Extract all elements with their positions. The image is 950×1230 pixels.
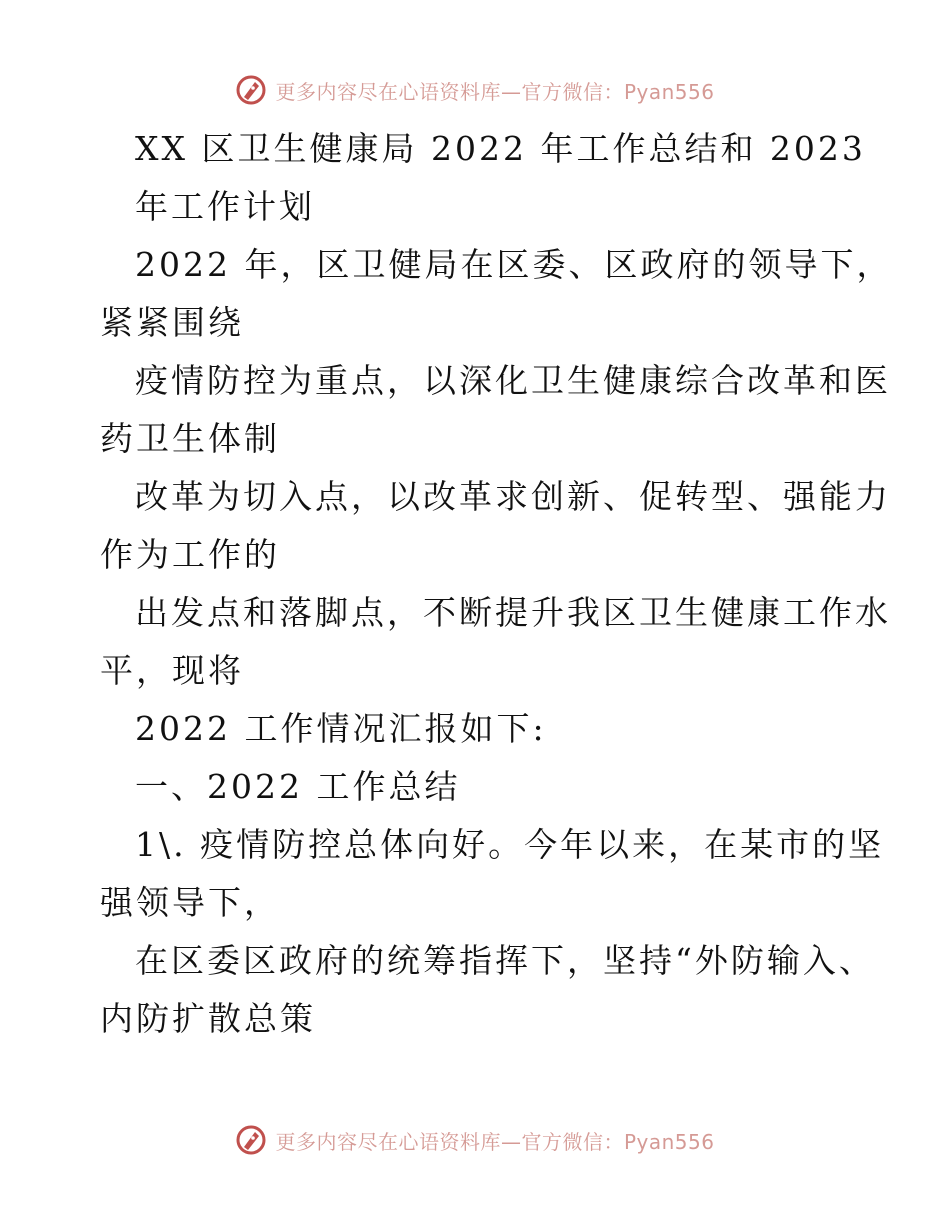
paragraph-line: 紧紧围绕 <box>100 303 244 342</box>
pen-nib-logo-icon <box>235 74 267 106</box>
watermark-text: 更多内容尽在心语资料库—官方微信：Pyan556 <box>275 1129 715 1154</box>
paragraph-line: 疫情防控为重点，以深化卫生健康综合改革和医 <box>135 361 891 400</box>
section-heading: 一、2022 工作总结 <box>135 767 461 806</box>
pen-nib-logo-icon <box>235 1124 267 1156</box>
document-title-line-2: 年工作计划 <box>135 187 315 226</box>
paragraph-line: 出发点和落脚点，不断提升我区卫生健康工作水 <box>135 593 891 632</box>
watermark-text: 更多内容尽在心语资料库—官方微信：Pyan556 <box>275 79 715 104</box>
paragraph-line: 1\. 疫情防控总体向好。今年以来，在某市的坚 <box>135 825 885 864</box>
paragraph-line: 药卫生体制 <box>100 419 280 458</box>
paragraph-line: 2022 工作情况汇报如下: <box>135 709 547 748</box>
paragraph-line: 强领导下， <box>100 883 280 922</box>
paragraph-line: 改革为切入点，以改革求创新、促转型、强能力 <box>135 477 891 516</box>
paragraph-line: 2022 年，区卫健局在区委、区政府的领导下， <box>135 245 893 284</box>
watermark-banner-bottom <box>0 1120 950 1160</box>
paragraph-line: 内防扩散总策 <box>100 999 316 1038</box>
watermark-banner-top <box>0 70 950 110</box>
paragraph-line: 平，现将 <box>100 651 244 690</box>
paragraph-line: 作为工作的 <box>100 535 280 574</box>
paragraph-line: 在区委区政府的统筹指挥下，坚持“外防输入、 <box>135 941 875 980</box>
document-title-line-1: XX 区卫生健康局 2022 年工作总结和 2023 <box>135 129 866 168</box>
